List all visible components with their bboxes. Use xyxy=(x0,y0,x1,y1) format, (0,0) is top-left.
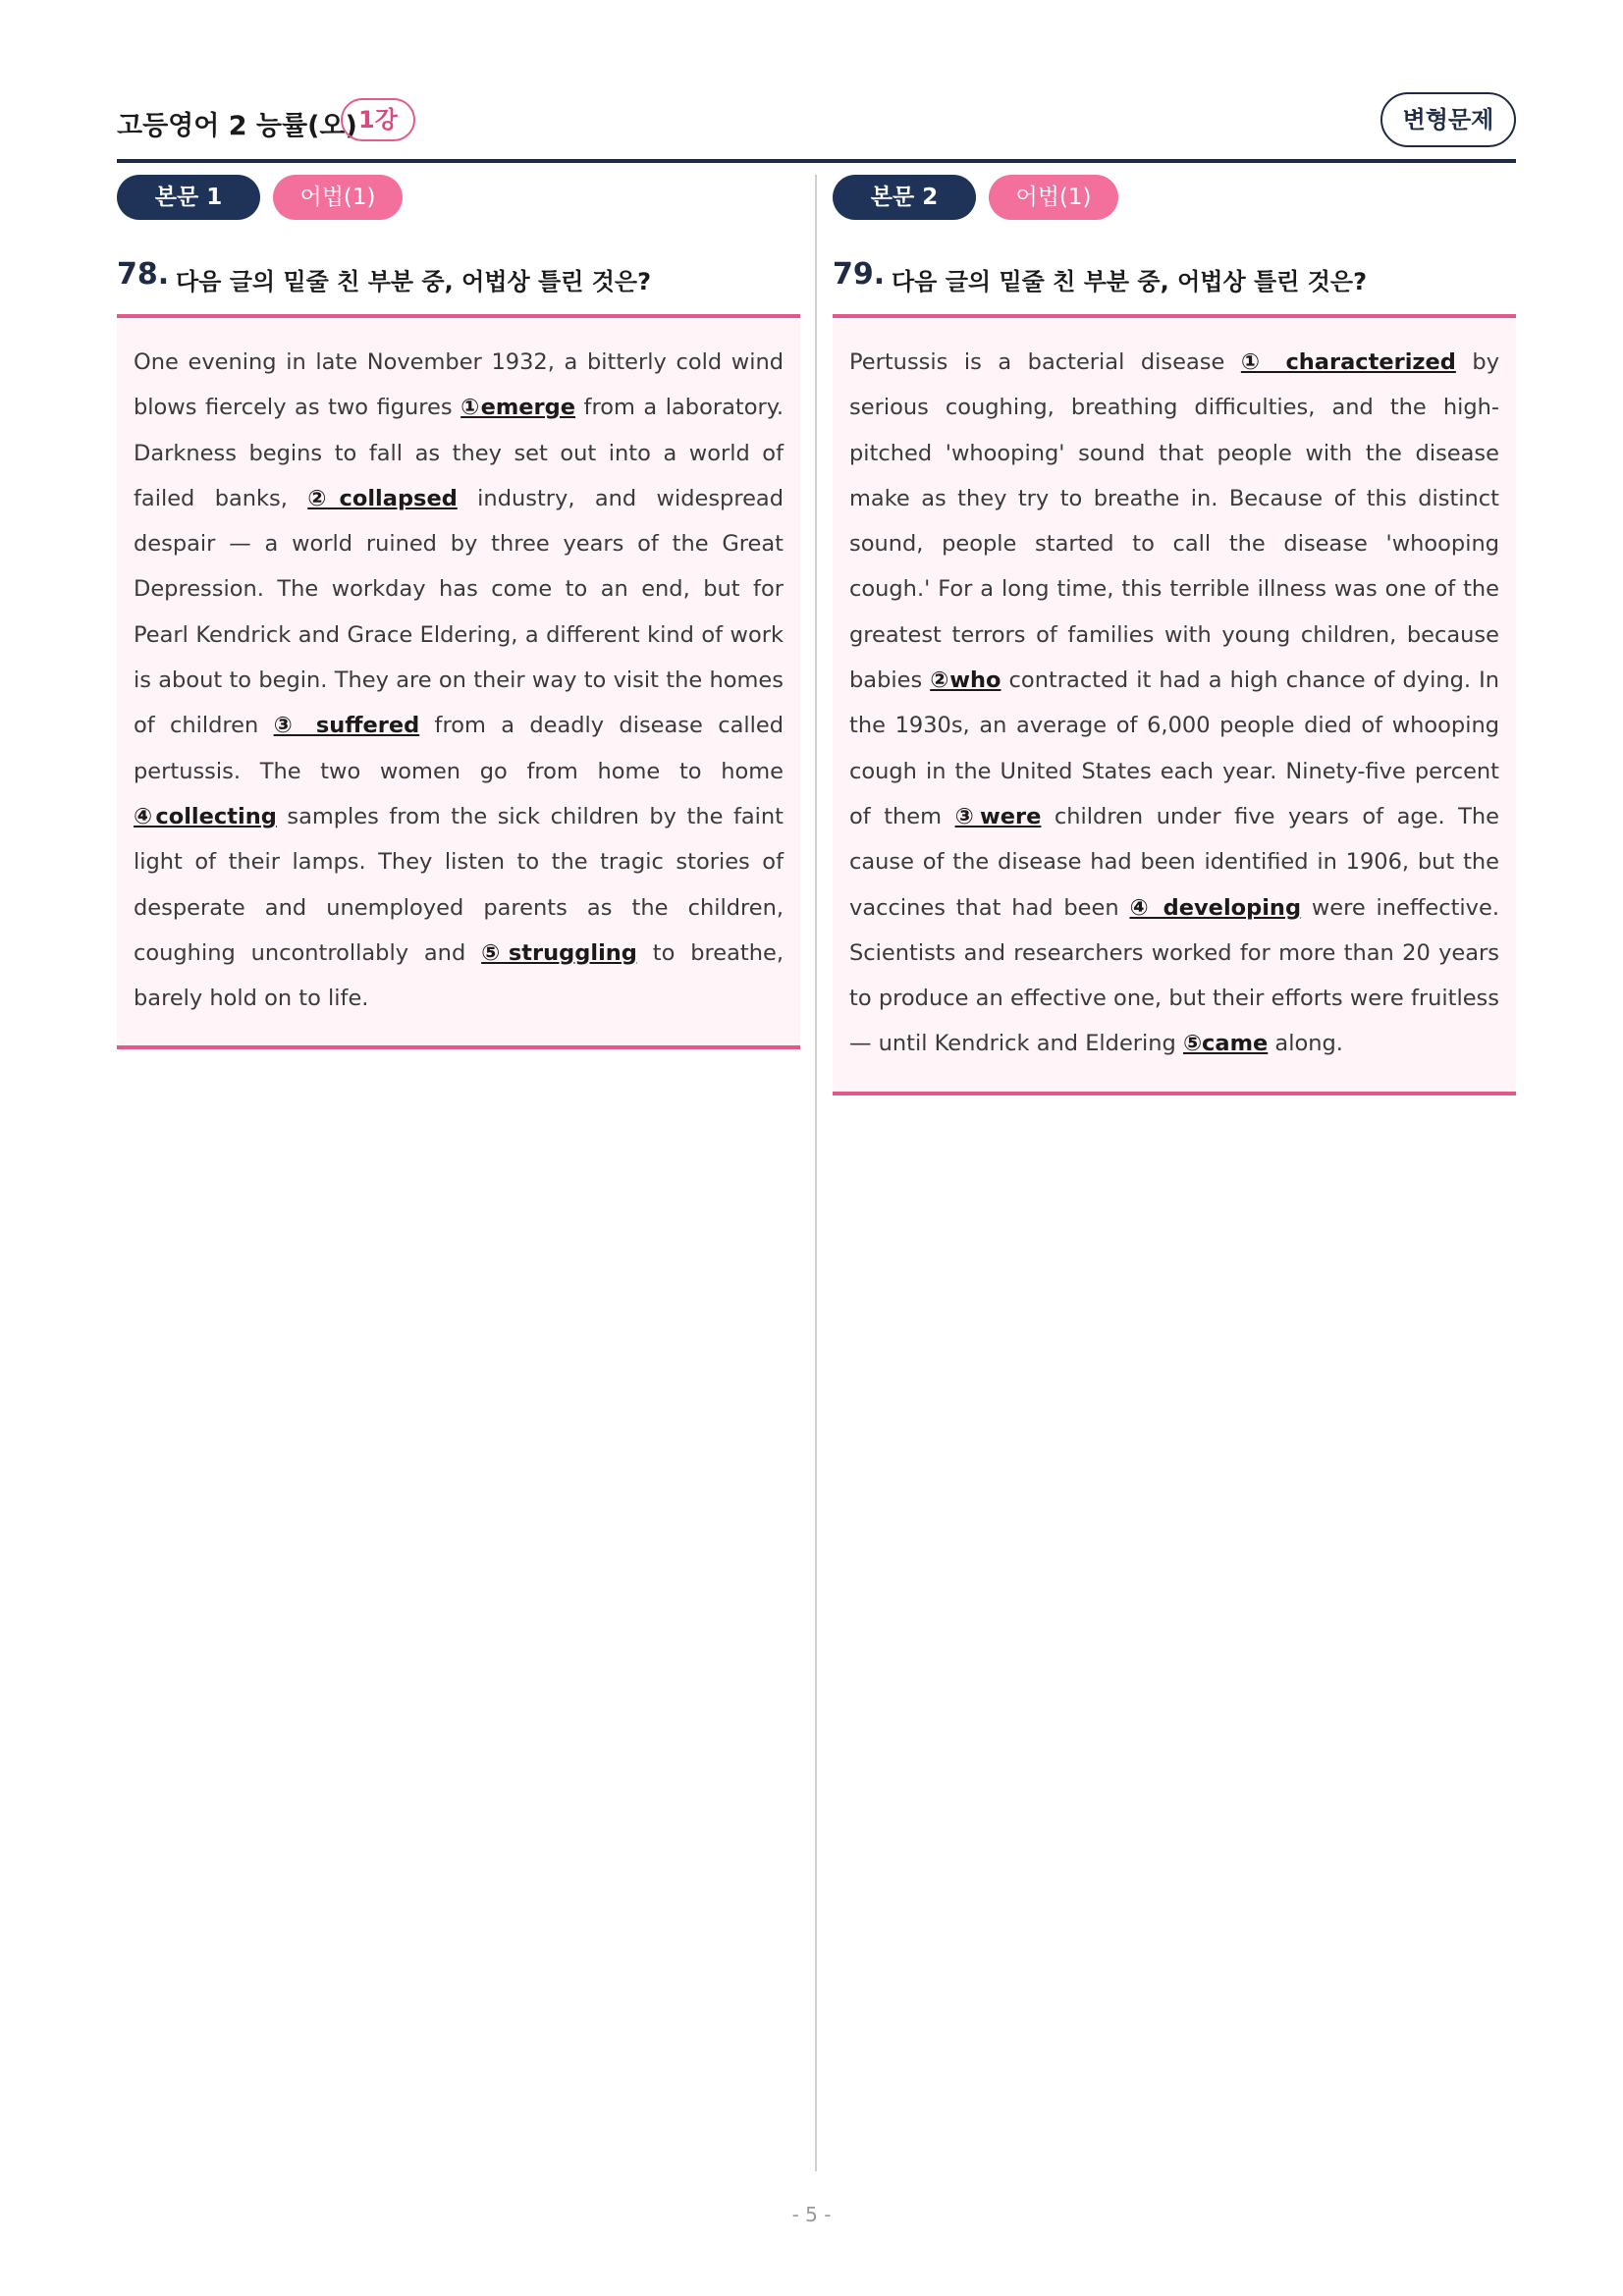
question-heading xyxy=(117,257,800,296)
passage-text: children under five years of age. The cause of the disease had been identified in 1906, but the vaccines that had been xyxy=(849,803,1500,921)
page-header xyxy=(117,96,1516,163)
passage-text: contracted it had a high chance of dying. In the 1930s, an average of 6,000 people died of whooping cough in the United States each year. Ninety-five percent of them xyxy=(849,667,1499,829)
passage-text: One evening in late November 1932, a bitterly cold wind blows fiercely as two figures xyxy=(134,349,784,421)
underlined-choice: ②collapsed xyxy=(307,485,458,511)
underlined-choice: ⑤struggling xyxy=(481,939,637,966)
underlined-choice: ④collecting xyxy=(134,803,277,829)
question-prompt: 다음 글의 밑줄 친 부분 중, 어법상 틀린 것은? xyxy=(176,268,652,295)
underlined-choice: ②who xyxy=(930,667,1001,694)
question-column-right xyxy=(833,175,1516,1057)
passage-text: to breathe, barely hold on to life. xyxy=(134,939,784,1012)
passage-box xyxy=(833,314,1516,1095)
category-tag: 어법(1) xyxy=(273,175,403,220)
category-tag: 어법(1) xyxy=(989,175,1118,220)
passage-text: along. xyxy=(1268,1031,1343,1057)
passage-text: from a laboratory. Darkness begins to fall as they set out into a world of failed banks, xyxy=(134,395,784,511)
question-number: 79. xyxy=(833,257,886,292)
underlined-choice: ④ developing xyxy=(1129,894,1302,921)
passage-tag: 본문 2 xyxy=(833,175,976,220)
document-title: 고등영어 2 능률(오) xyxy=(117,111,357,141)
underlined-choice: ⑤came xyxy=(1183,1031,1269,1057)
problem-type-badge: 변형문제 xyxy=(1380,92,1516,147)
underlined-choice: ① characterized xyxy=(1240,349,1456,375)
passage-text: Pertussis is a bacterial disease xyxy=(849,349,1241,375)
page-number: - 5 - xyxy=(791,2203,832,2226)
passage-text: were ineffective. Scientists and researchers worked for more than 20 years to produce an effective one, but their efforts were fruitless — until Kendrick and Eldering xyxy=(849,894,1499,1057)
passage-text: industry, and widespread despair — a world ruined by three years of the Great Depression. The workday has come to an end, but for Pearl Kendrick and Grace Eldering, a different kind of work is about to begin. They are on their way to visit the homes of children xyxy=(134,485,784,739)
column-divider xyxy=(815,175,817,2171)
underlined-choice: ③ suffered xyxy=(273,713,420,739)
passage-text: from a deadly disease called pertussis. The two women go from home to home xyxy=(134,713,784,784)
passage-text: samples from the sick children by the faint light of their lamps. They listen to the tragic stories of desperate and unemployed parents as the children, coughing uncontrollably and xyxy=(134,803,784,966)
question-prompt: 다음 글의 밑줄 친 부분 중, 어법상 틀린 것은? xyxy=(892,268,1368,295)
passage-text: by serious coughing, breathing difficulties, and the high-pitched 'whooping' sound that people with the disease make as they try to breathe in. Because of this distinct sound, people started to call the disease 'whooping cough.' For a long time, this terrible illness was one of the greatest terrors of families with young children, because babies xyxy=(849,349,1500,694)
question-column-left xyxy=(117,175,800,1012)
passage-tag: 본문 1 xyxy=(117,175,260,220)
question-heading xyxy=(833,257,1516,296)
tag-row xyxy=(833,175,1516,222)
underlined-choice: ③were xyxy=(954,803,1042,829)
lesson-badge: 1강 xyxy=(341,98,415,141)
question-number: 78. xyxy=(117,257,170,292)
passage-box xyxy=(117,314,800,1049)
underlined-choice: ①emerge xyxy=(460,395,576,421)
tag-row xyxy=(117,175,800,222)
